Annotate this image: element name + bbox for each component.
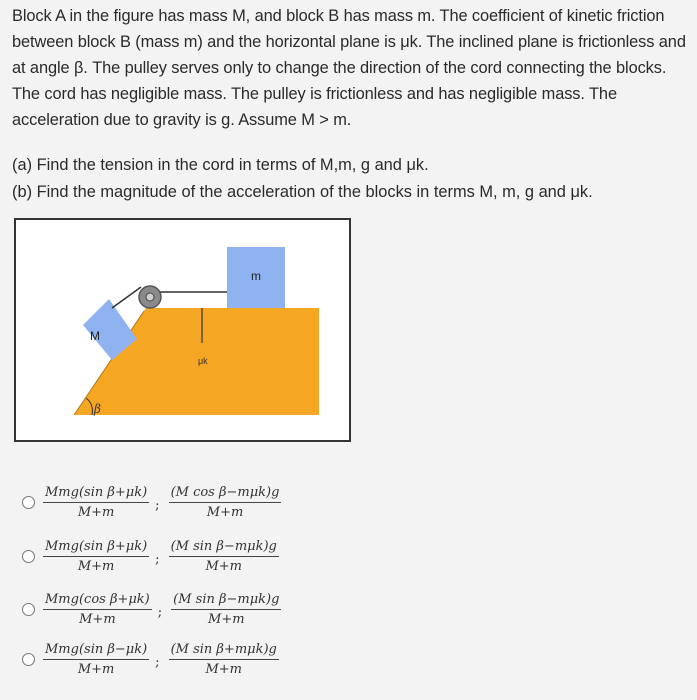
tension-numerator: Mmg(cos β+μk) xyxy=(43,592,152,610)
acceleration-fraction xyxy=(169,539,279,574)
tension-fraction xyxy=(43,642,149,677)
tension-denominator: M+m xyxy=(79,611,116,627)
answer-option-3[interactable] xyxy=(22,588,281,630)
tension-fraction xyxy=(43,539,149,574)
acceleration-fraction xyxy=(169,485,282,520)
tension-numerator: Mmg(sin β+μk) xyxy=(43,485,149,503)
block-a-label: M xyxy=(90,329,100,343)
acceleration-numerator: (M sin β−mμk)g xyxy=(169,539,279,557)
tension-denominator: M+m xyxy=(77,504,115,520)
answer-option-4[interactable] xyxy=(22,638,279,680)
acceleration-numerator: (M sin β−mμk)g xyxy=(171,592,281,610)
pulley-axle xyxy=(146,293,154,301)
questions xyxy=(12,152,695,206)
acceleration-numerator: (M cos β−mμk)g xyxy=(169,485,282,503)
tension-denominator: M+m xyxy=(77,558,115,574)
tension-denominator: M+m xyxy=(77,661,115,677)
figure-diagram xyxy=(14,218,351,443)
acceleration-numerator: (M sin β+mμk)g xyxy=(169,642,279,660)
problem-statement: Block A in the figure has mass M, and block B has mass m. The coefficient of kinetic friction between block B (mass m) and the horizontal plane is μk. The inclined plane is frictionless and at angle β. The pulley serves only to change the direction of the cord connecting the blocks. The cord has negligible mass. The pulley is frictionless and has negligible mass. The acceleration due to gravity is g. Assume M > m. xyxy=(12,7,686,129)
separator: ; xyxy=(155,655,160,670)
acceleration-denominator: M+m xyxy=(205,661,242,677)
separator: ; xyxy=(155,552,160,567)
radio-button[interactable] xyxy=(22,496,35,509)
tension-fraction xyxy=(43,592,152,627)
angle-label: β xyxy=(94,402,101,416)
question-b: (b) Find the magnitude of the acceleration of the blocks in terms M, m, g and μk. xyxy=(12,183,593,201)
radio-button[interactable] xyxy=(22,550,35,563)
radio-button[interactable] xyxy=(22,603,35,616)
physics-figure xyxy=(14,218,351,448)
acceleration-denominator: M+m xyxy=(208,611,245,627)
tension-numerator: Mmg(sin β−μk) xyxy=(43,642,149,660)
tension-numerator: Mmg(sin β+μk) xyxy=(43,539,149,557)
block-b-label: m xyxy=(251,269,261,283)
acceleration-denominator: M+m xyxy=(206,504,244,520)
separator: ; xyxy=(155,498,160,513)
radio-button[interactable] xyxy=(22,653,35,666)
separator: ; xyxy=(157,605,163,620)
acceleration-fraction xyxy=(169,642,279,677)
question-a: (a) Find the tension in the cord in terms of M,m, g and μk. xyxy=(12,156,429,174)
acceleration-fraction xyxy=(171,592,281,627)
answer-option-2[interactable] xyxy=(22,535,279,577)
tension-fraction xyxy=(43,485,149,520)
answer-option-1[interactable] xyxy=(22,481,281,523)
friction-label: μk xyxy=(198,356,208,366)
acceleration-denominator: M+m xyxy=(205,558,242,574)
